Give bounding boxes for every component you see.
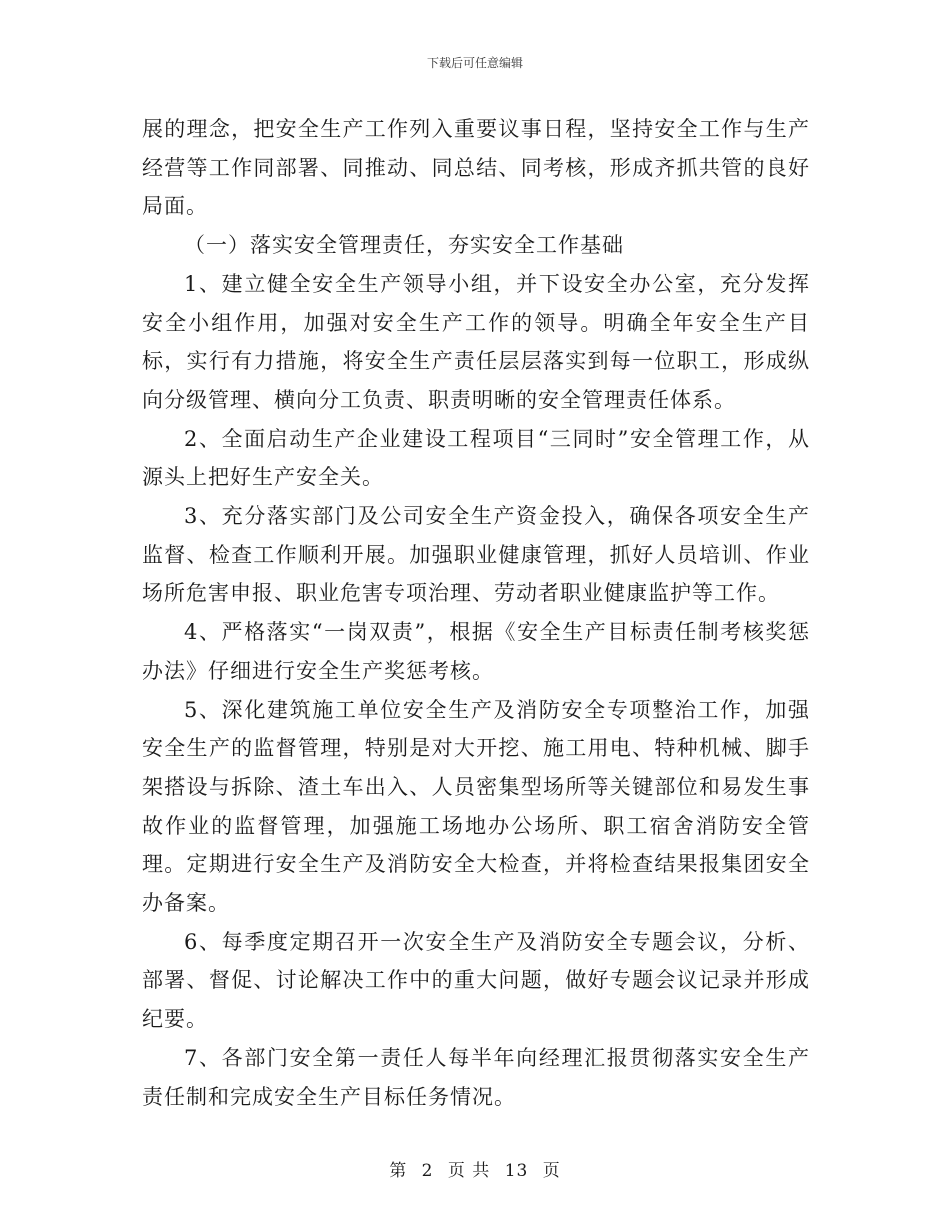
- page-header: 下载后可任意编辑: [426, 56, 523, 70]
- section-heading: （一）落实安全管理责任，夯实安全工作基础: [184, 233, 624, 258]
- footer-middle: 页 共: [447, 1161, 491, 1181]
- paragraph-item-5: 5、深化建筑施工单位安全生产及消防安全专项整治工作，加强安全生产的监督管理，特别是对大开挖、施工用电、特种机械、脚手架搭设与拆除、渣土车出入、人员密集型场所等关键部位和易发生事故作业的监督管理，加强施工场地办公场所、职工宿舍消防安全管理。定期进行安全生产及消防安全大检查，并将检查结果报集团安全办备案。: [142, 697, 810, 916]
- footer-current-page: 2: [421, 1161, 434, 1181]
- paragraph-item-2: 2、全面启动生产企业建设工程项目“三同时”安全管理工作，从源头上把好生产安全关。: [142, 426, 810, 490]
- paragraph-item-6: 6、每季度定期召开一次安全生产及消防安全专题会议，分析、部署、督促、讨论解决工作中的重大问题，做好专题会议记录并形成纪要。: [142, 929, 810, 1032]
- paragraph-item-7: 7、各部门安全第一责任人每半年向经理汇报贯彻落实安全生产责任制和完成安全生产目标任务情况。: [142, 1045, 810, 1109]
- paragraph-item-4: 4、严格落实“一岗双责”，根据《安全生产目标责任制考核奖惩办法》仔细进行安全生产奖惩考核。: [142, 620, 810, 683]
- footer-total-pages: 13: [504, 1161, 529, 1181]
- paragraph-continuation: 展的理念，把安全生产工作列入重要议事日程，坚持安全工作与生产经营等工作同部署、同推动、同总结、同考核，形成齐抓共管的良好局面。: [142, 117, 810, 219]
- paragraph-item-3: 3、充分落实部门及公司安全生产资金投入，确保各项安全生产监督、检查工作顺利开展。加强职业健康管理，抓好人员培训、作业场所危害申报、职业危害专项治理、劳动者职业健康监护等工作。: [142, 504, 810, 606]
- paragraph-item-1: 1、建立健全安全生产领导小组，并下设安全办公室，充分发挥安全小组作用，加强对安全生产工作的领导。明确全年安全生产目标，实行有力措施，将安全生产责任层层落实到每一位职工，形成纵向分级管理、横向分工负责、职责明晰的安全管理责任体系。: [142, 271, 810, 412]
- document-body: [142, 110, 810, 1116]
- footer-prefix: 第: [389, 1161, 408, 1181]
- footer-suffix: 页: [542, 1161, 561, 1181]
- page-footer: [0, 1156, 950, 1181]
